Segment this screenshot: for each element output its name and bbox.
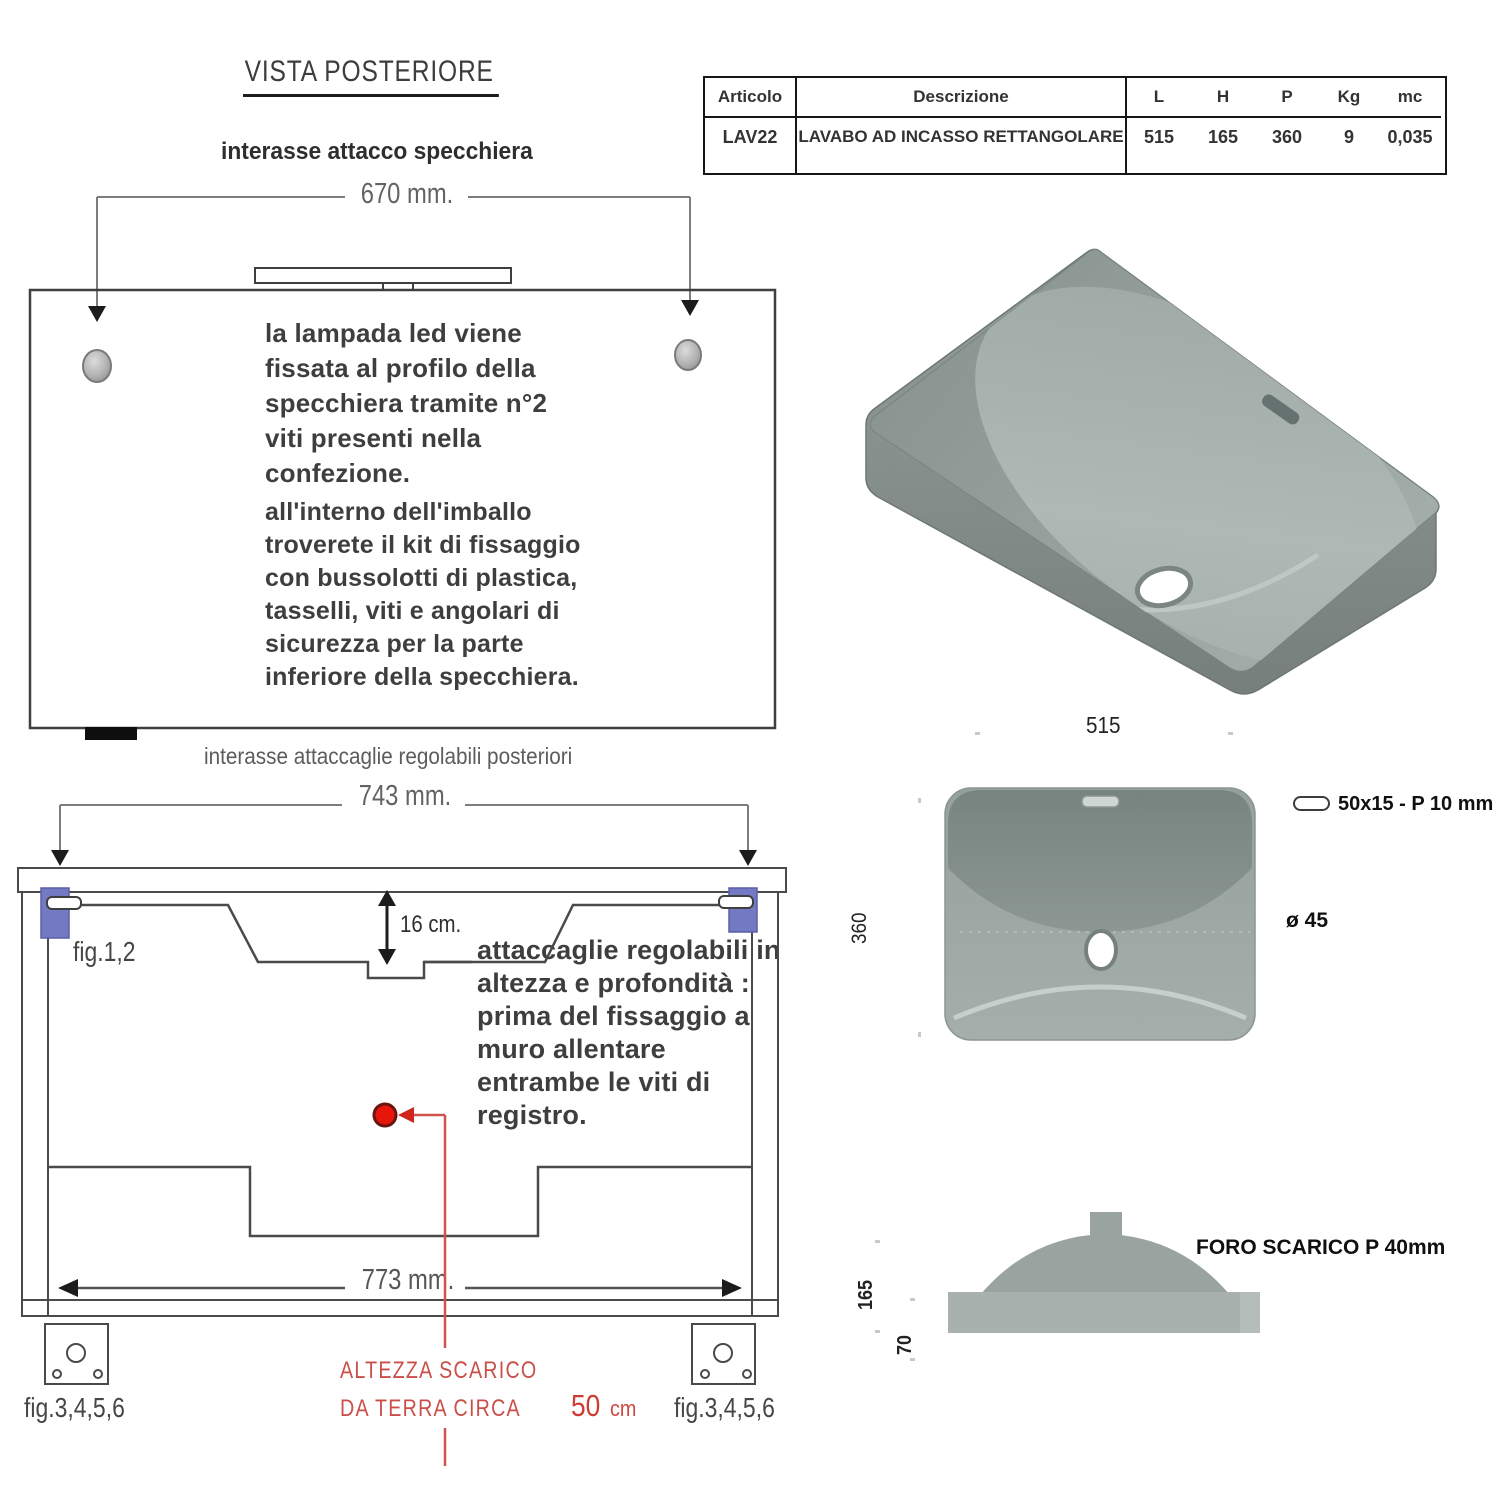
drain-height-note-line1: ALTEZZA SCARICO [340, 1357, 538, 1384]
table-cell-descrizione: LAVABO AD INCASSO RETTANGOLARE [797, 118, 1127, 173]
fixing-slot-label: 50x15 - P 10 mm [1338, 793, 1494, 815]
arrow-down-left-icon [88, 306, 106, 322]
note-hooks: attaccaglie regolabili in altezza e profondità : prima del fissaggio a muro allentare entrambe le viti di registro. [477, 935, 781, 1130]
dim-743-lines [60, 805, 748, 850]
screw-left-icon [83, 350, 111, 382]
countertop-bar [18, 868, 786, 892]
arrow-down-right2-icon [739, 850, 757, 866]
table-cell-p: 360 [1271, 127, 1303, 147]
table-cell-kg: 9 [1343, 127, 1354, 147]
drain-height-value: 50 [571, 1388, 601, 1423]
arrow-left-icon [58, 1279, 78, 1297]
hook-slot-left [47, 897, 81, 909]
dim-360-label: 360 [848, 912, 871, 944]
led-lamp-bar [255, 268, 511, 283]
cabinet-outline [22, 892, 778, 1316]
dim-70-label: 70 [894, 1334, 916, 1355]
dim-16cm-label: 16 cm. [400, 911, 462, 938]
table-header-mc: mc [1379, 78, 1441, 118]
drain-height-prefix: DA TERRA CIRCA [340, 1395, 521, 1422]
table-cell-mc: 0,035 [1387, 127, 1433, 147]
drain-hole-label: FORO SCARICO P 40mm [1196, 1236, 1446, 1259]
dim-773-label: 773 mm. [361, 1264, 455, 1296]
cabinet-recess-profile [48, 1167, 752, 1236]
cabinet-subtitle: interasse attaccaglie regolabili posteriori [204, 743, 573, 769]
arrow-down-right-icon [681, 300, 699, 316]
side-view-base [948, 1292, 1260, 1333]
hook-bracket-right [729, 888, 757, 932]
table-cell-l: 515 [1143, 127, 1175, 147]
fig-3456-right-label: fig.3,4,5,6 [674, 1392, 775, 1423]
table-header-h: H [1191, 78, 1255, 118]
screw-right-icon [675, 340, 701, 370]
cabinet-inner-lines [22, 892, 778, 1316]
drain-height-unit: cm [610, 1396, 637, 1421]
dim-670-label: 670 mm. [360, 178, 454, 210]
note-led-lamp: la lampada led viene fissata al profilo della specchiera tramite n°2 viti presenti nella confezione. [265, 318, 548, 488]
arrow-down-icon [378, 949, 396, 965]
sink-side-view [940, 1200, 1270, 1340]
table-header-articolo: Articolo [705, 78, 797, 118]
table-cell-h: 165 [1207, 127, 1239, 147]
red-arrow-left-icon [398, 1107, 414, 1123]
side-view-dome [980, 1234, 1230, 1295]
table-header-p: P [1255, 78, 1319, 118]
sink-3d-view [848, 235, 1468, 705]
dim-165-label: 165 [855, 1279, 877, 1310]
arrow-down-left2-icon [51, 850, 69, 866]
fixing-slot-icon [1292, 795, 1332, 813]
mirror-subtitle: interasse attacco specchiera [221, 138, 533, 165]
note-fixing-kit: all'interno dell'imballo troverete il kit di fissaggio con bussolotti di plastica, tasselli, viti e angolari di sicurezza per la parte inferiore della specchiera. [265, 498, 581, 691]
mirror-outline [30, 290, 775, 728]
fig-1-2-label: fig.1,2 [73, 936, 136, 967]
dim-515-label: 515 [1086, 712, 1121, 738]
fixing-plate-right [692, 1324, 755, 1384]
table-header-descrizione: Descrizione [797, 78, 1127, 118]
fig-3456-left-label: fig.3,4,5,6 [24, 1392, 125, 1423]
table-header-l: L [1127, 78, 1191, 118]
table-cell-articolo: LAV22 [705, 118, 797, 173]
page-title: VISTA POSTERIORE [243, 55, 499, 97]
side-view-base-highlight [1240, 1292, 1260, 1333]
hook-slot-right [719, 896, 753, 908]
arrow-right-icon [722, 1279, 742, 1297]
drain-position-dot [374, 1104, 396, 1126]
fixing-plate-left [45, 1324, 108, 1384]
drain-diameter-label: ø 45 [1286, 909, 1329, 932]
basin-back-profile [48, 905, 752, 978]
mirror-bottom-tab [85, 727, 137, 740]
table-header-kg: Kg [1319, 78, 1379, 118]
hook-bracket-left [41, 888, 69, 938]
dim-743-label: 743 mm. [358, 780, 452, 812]
